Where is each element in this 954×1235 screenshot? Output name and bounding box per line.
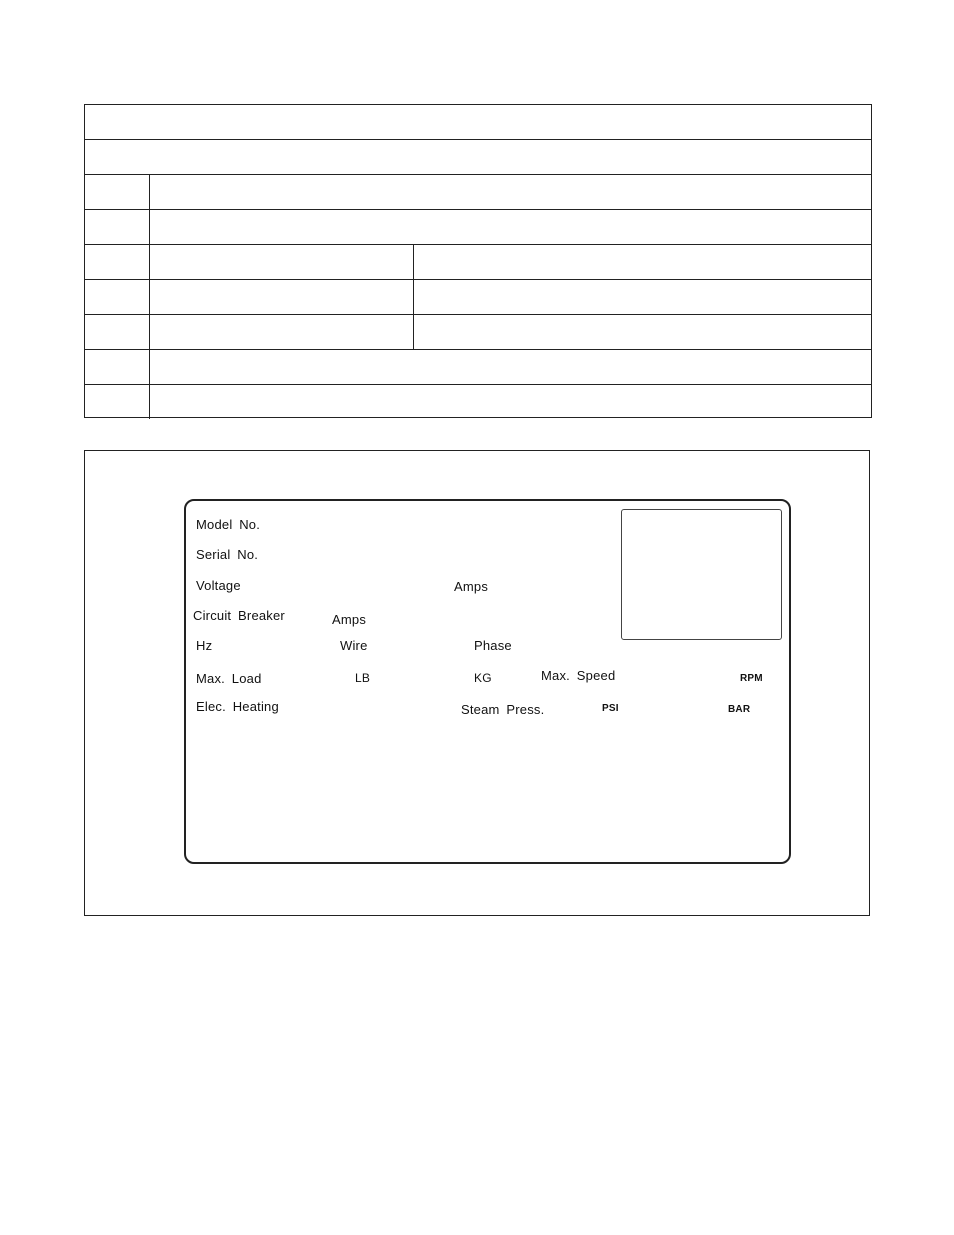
amps-label: Amps — [454, 579, 489, 594]
rpm-unit-label: RPM — [740, 673, 763, 684]
psi-unit-label: PSI — [602, 703, 619, 714]
form-row-7 — [85, 315, 871, 350]
circuit-breaker-amps-label: Amps — [332, 612, 367, 627]
wire-label: Wire — [340, 638, 368, 653]
circuit-breaker-label: Circuit Breaker — [193, 608, 285, 623]
lb-unit-label: LB — [355, 671, 371, 685]
form-row-2 — [85, 140, 871, 175]
max-load-label: Max. Load — [196, 671, 262, 686]
elec-heating-label: Elec. Heating — [196, 699, 279, 714]
steam-press-label: Steam Press. — [461, 702, 545, 717]
form-row-1 — [85, 105, 871, 140]
phase-label: Phase — [474, 638, 512, 653]
max-speed-label: Max. Speed — [541, 668, 616, 683]
record-form-table — [84, 104, 872, 418]
form-row-5 — [85, 245, 871, 280]
bar-unit-label: BAR — [728, 704, 751, 715]
model-no-label: Model No. — [196, 517, 261, 532]
voltage-label: Voltage — [196, 578, 241, 593]
kg-unit-label: KG — [474, 671, 492, 685]
hz-label: Hz — [196, 638, 213, 653]
serial-no-label: Serial No. — [196, 547, 259, 562]
nameplate-logo-box — [621, 509, 782, 640]
form-row-8 — [85, 350, 871, 385]
form-row-6 — [85, 280, 871, 315]
form-row-4 — [85, 210, 871, 245]
form-row-3 — [85, 175, 871, 210]
form-row-9 — [85, 385, 871, 419]
